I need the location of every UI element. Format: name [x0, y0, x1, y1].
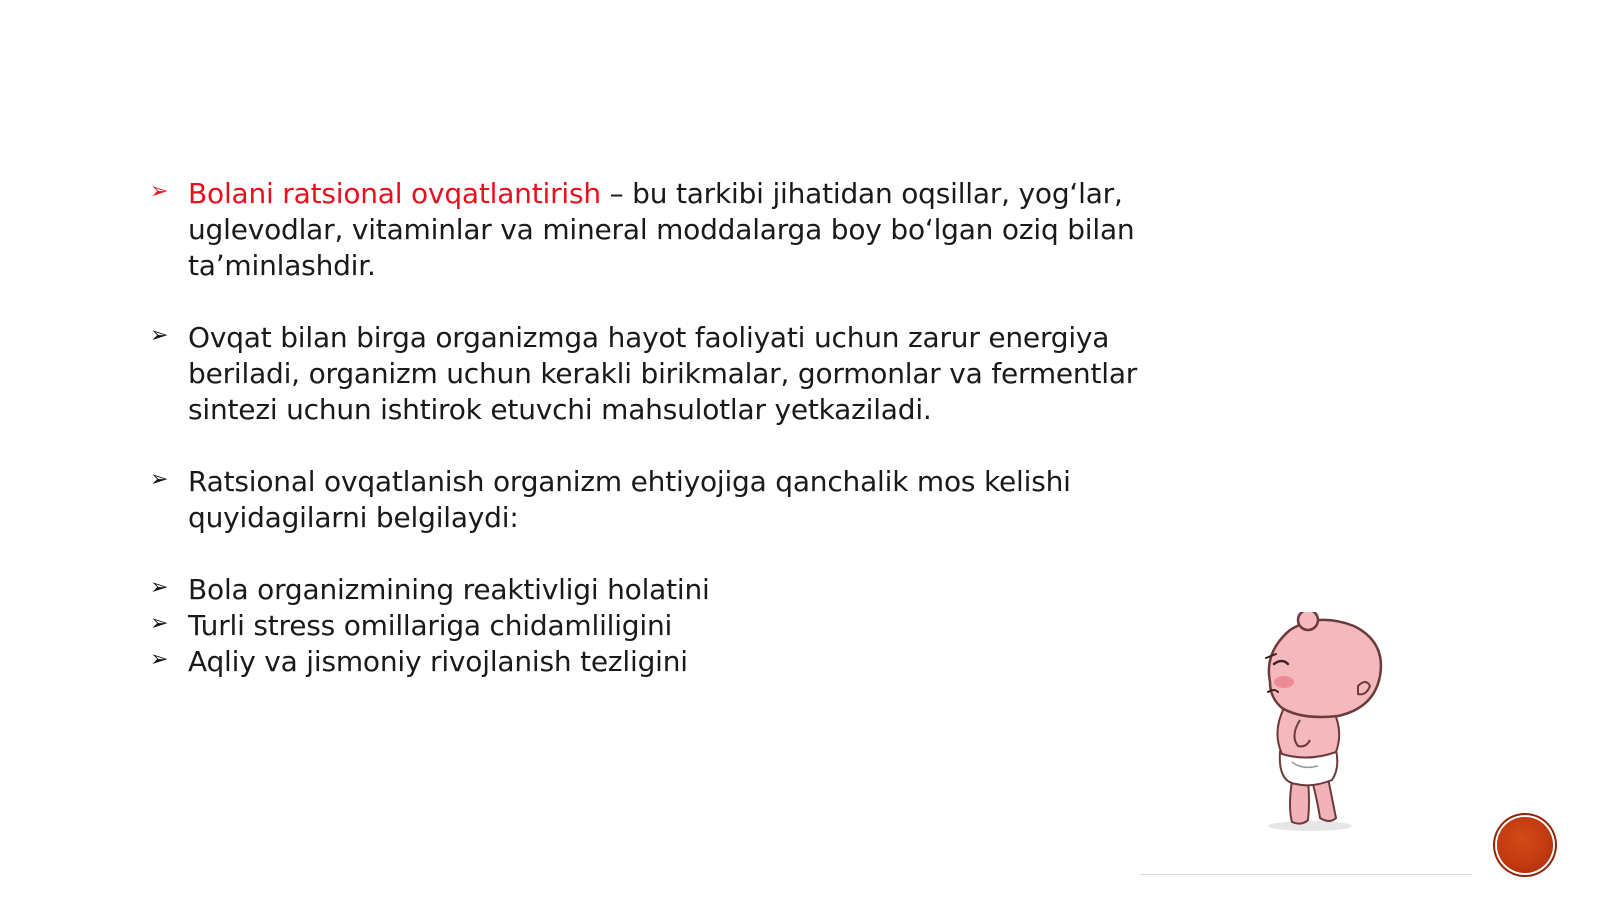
definition-text: – bu tarkibi jihatidan oqsillar, yogʻlar, uglevodlar, vitaminlar va mineral moddalarga boy boʻlgan oziq bilan taʼminlashdir.	[188, 177, 1135, 282]
baby-cartoon-icon	[1262, 612, 1412, 842]
bullet-item-energy	[150, 320, 1170, 428]
footer-divider	[1140, 874, 1472, 875]
arrow-bullet-icon: ➢	[150, 179, 169, 204]
red-circle-icon	[1497, 817, 1553, 873]
list-item-text: Aqliy va jismoniy rivojlanish tezligini	[188, 645, 688, 678]
list-item	[150, 644, 1170, 680]
list-item-text: Bola organizmining reaktivligi holatini	[188, 573, 710, 606]
bullet-text: Ratsional ovqatlanish organizm ehtiyojiga qanchalik mos kelishi quyidagilarni belgilaydi:	[188, 465, 1071, 534]
arrow-bullet-icon: ➢	[150, 467, 169, 492]
arrow-bullet-icon: ➢	[150, 323, 169, 348]
arrow-bullet-icon: ➢	[150, 647, 169, 672]
list-item-text: Turli stress omillariga chidamliligini	[188, 609, 673, 642]
slide-content	[150, 176, 1170, 680]
list-item	[150, 608, 1170, 644]
list-item	[150, 572, 1170, 608]
arrow-bullet-icon: ➢	[150, 575, 169, 600]
arrow-bullet-icon: ➢	[150, 611, 169, 636]
bullet-text: Ovqat bilan birga organizmga hayot faoliyati uchun zarur energiya beriladi, organizm uchun kerakli birikmalar, gormonlar va fermentlar sintezi uchun ishtirok etuvchi mahsulotlar yetkaziladi.	[188, 321, 1138, 426]
highlighted-term: Bolani ratsional ovqatlantirish	[188, 177, 601, 210]
bullet-item-rational	[150, 464, 1170, 536]
bullet-item-definition	[150, 176, 1170, 284]
